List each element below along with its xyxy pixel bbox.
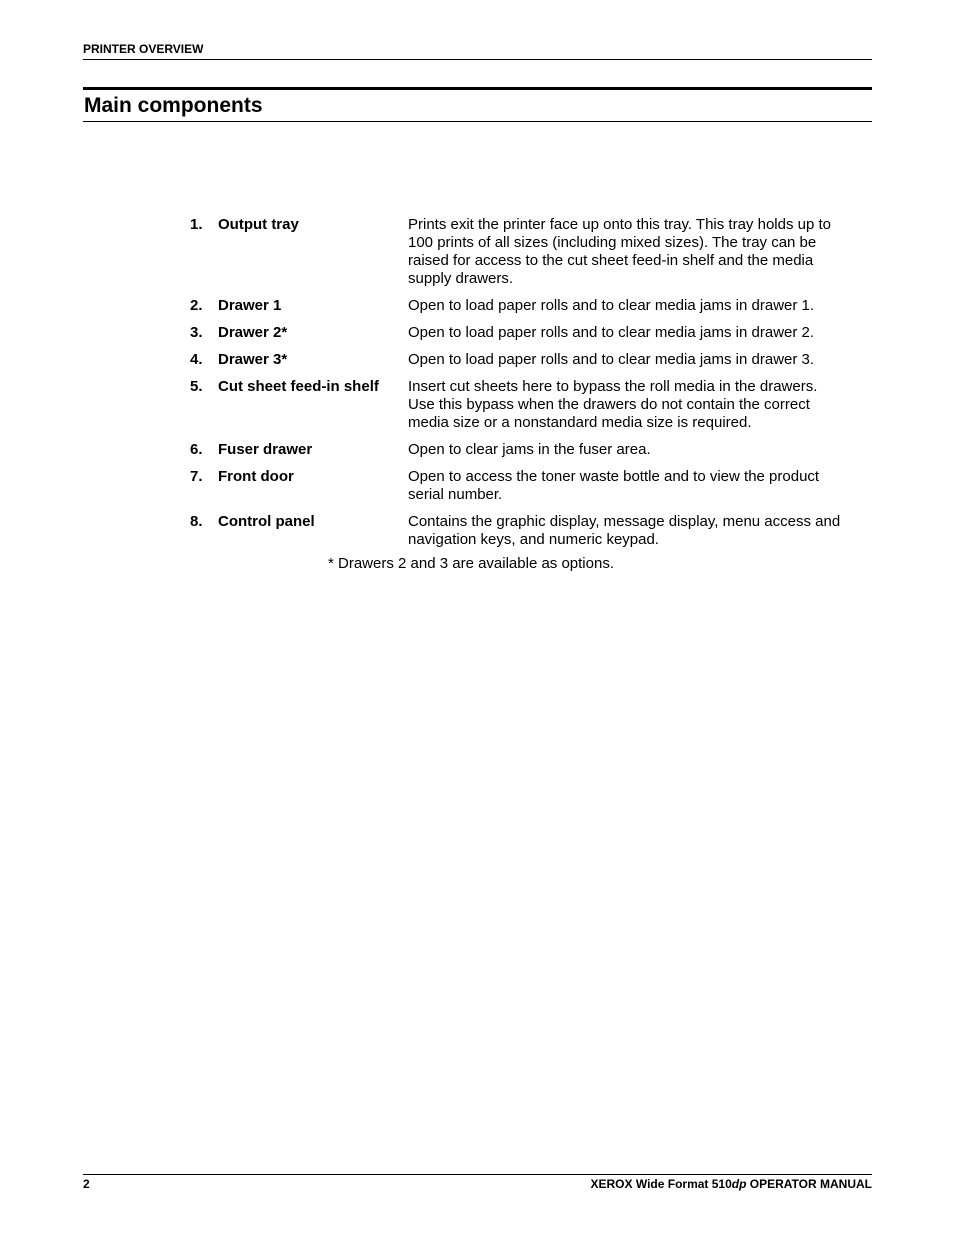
component-number: 3. <box>190 324 203 341</box>
component-name: Drawer 1 <box>218 297 282 314</box>
component-name: Control panel <box>218 513 315 530</box>
component-item <box>190 378 870 432</box>
component-number: 2. <box>190 297 203 314</box>
component-name: Drawer 2* <box>218 324 288 341</box>
component-description: Open to load paper rolls and to clear media jams in drawer 1. <box>408 297 815 314</box>
component-name: Front door <box>218 468 294 485</box>
running-footer <box>83 1174 872 1191</box>
component-description: Open to load paper rolls and to clear media jams in drawer 3. <box>408 351 815 368</box>
header-section-label: PRINTER OVERVIEW <box>83 42 204 56</box>
component-name: Output tray <box>218 216 299 233</box>
component-description: Open to clear jams in the fuser area. <box>408 441 651 458</box>
footnote: * Drawers 2 and 3 are available as options. <box>328 555 614 572</box>
page-number: 2 <box>83 1177 90 1191</box>
component-number: 4. <box>190 351 203 368</box>
component-name: Drawer 3* <box>218 351 288 368</box>
component-item <box>190 216 870 288</box>
component-item <box>190 324 870 342</box>
manual-title-prefix: XEROX Wide Format 510 <box>590 1177 732 1191</box>
component-item <box>190 513 870 549</box>
component-description: Open to access the toner waste bottle and to view the product serial number. <box>408 468 820 503</box>
section-title-block <box>83 87 872 122</box>
component-description: Prints exit the printer face up onto this tray. This tray holds up to 100 prints of all sizes (including mixed sizes). The tray can be raised for access to the cut sheet feed-in shelf and the media supply drawers. <box>408 216 831 287</box>
component-number: 7. <box>190 468 203 485</box>
component-number: 1. <box>190 216 203 233</box>
running-header <box>83 42 872 60</box>
component-number: 6. <box>190 441 203 458</box>
component-description: Contains the graphic display, message display, menu access and navigation keys, and numeric keypad. <box>408 513 841 548</box>
component-item <box>190 441 870 459</box>
component-item <box>190 468 870 504</box>
manual-model-suffix: dp <box>731 1177 747 1191</box>
component-name: Cut sheet feed-in shelf <box>218 378 379 395</box>
manual-title-suffix: OPERATOR MANUAL <box>746 1177 872 1191</box>
component-number: 8. <box>190 513 203 530</box>
component-name: Fuser drawer <box>218 441 313 458</box>
component-item <box>190 351 870 369</box>
components-list <box>190 216 870 558</box>
page-title: Main components <box>84 94 263 117</box>
component-number: 5. <box>190 378 203 395</box>
component-description: Insert cut sheets here to bypass the roll media in the drawers. Use this bypass when the drawers do not contain the correct media size or a nonstandard media size is required. <box>408 378 818 431</box>
manual-title <box>591 1177 873 1191</box>
component-item <box>190 297 870 315</box>
component-description: Open to load paper rolls and to clear media jams in drawer 2. <box>408 324 815 341</box>
